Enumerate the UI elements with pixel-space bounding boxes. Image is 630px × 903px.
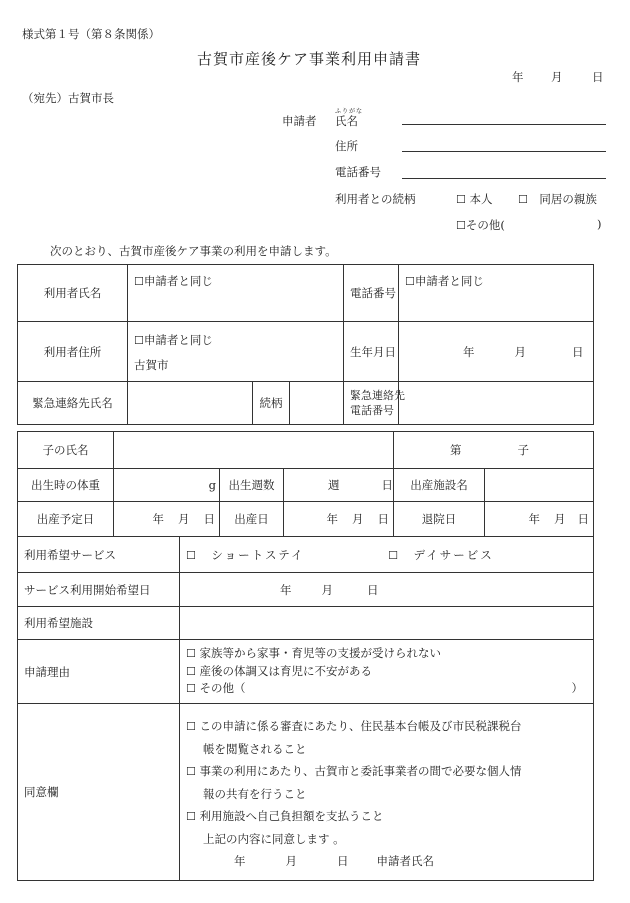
facility-label: 出産施設名 bbox=[394, 469, 485, 502]
user-info-table bbox=[17, 264, 594, 425]
applicant-phone-label: 電話番号 bbox=[335, 165, 381, 179]
reason-item[interactable]: ☐ 産後の体調又は育児に不安がある bbox=[186, 663, 373, 678]
user-name-label: 利用者氏名 bbox=[18, 265, 128, 322]
discharge-label: 退院日 bbox=[394, 502, 485, 537]
header-date-month: 月 bbox=[551, 70, 563, 84]
relation-family-option[interactable]: ☐ 同居の親族 bbox=[518, 192, 597, 206]
user-phone-cell[interactable]: ☐申請者と同じ bbox=[399, 265, 594, 322]
user-address-cell[interactable]: ☐申請者と同じ 古賀市 bbox=[128, 322, 344, 382]
user-name-cell[interactable]: ☐申請者と同じ bbox=[128, 265, 344, 322]
checkbox-icon[interactable]: ☐ bbox=[388, 548, 401, 562]
checkbox-icon[interactable]: ☐ bbox=[456, 193, 466, 206]
birthdate-cell[interactable]: 年 月 日 bbox=[399, 322, 594, 382]
checkbox-icon[interactable]: ☐ bbox=[134, 334, 144, 347]
reason-item[interactable]: ☐ 家族等から家事・育児等の支援が受けられない bbox=[186, 646, 442, 661]
emergency-relation-label: 続柄 bbox=[253, 382, 290, 425]
consent-item-cont: 帳を閲覧されること bbox=[203, 741, 307, 756]
emergency-name-label: 緊急連絡先氏名 bbox=[18, 382, 128, 425]
consent-item[interactable]: ☐ この申請に係る審査にあたり、住民基本台帳及び市民税課税台 bbox=[186, 718, 522, 733]
due-date-cell[interactable]: 年 月 日 bbox=[114, 502, 220, 537]
consent-cell[interactable] bbox=[180, 704, 594, 881]
gest-weeks-cell[interactable]: 週 日 bbox=[284, 469, 394, 502]
emergency-name-cell[interactable] bbox=[128, 382, 253, 425]
service-label: 利用希望サービス bbox=[18, 537, 180, 573]
header-date-day: 日 bbox=[592, 70, 604, 84]
signer-label: 申請者氏名 bbox=[376, 853, 434, 868]
child-order-cell[interactable]: 第 子 bbox=[394, 432, 594, 469]
start-date-cell[interactable]: 年 月 日 bbox=[180, 573, 594, 607]
consent-item[interactable]: ☐ 事業の利用にあたり、古賀市と委託事業者の間で必要な個人情 bbox=[186, 763, 522, 778]
discharge-cell[interactable]: 年 月 日 bbox=[485, 502, 594, 537]
service-day-option[interactable]: ☐ デイサービス bbox=[388, 547, 494, 562]
checkbox-icon[interactable]: ☐ bbox=[186, 548, 198, 562]
applicant-address-field[interactable] bbox=[402, 151, 606, 152]
applicant-address-label: 住所 bbox=[335, 139, 358, 153]
reason-label: 申請理由 bbox=[18, 640, 180, 704]
addressee: （宛先）古賀市長 bbox=[22, 91, 114, 105]
relation-self-option[interactable]: ☐ 本人 bbox=[456, 192, 493, 206]
checkbox-icon[interactable]: ☐ bbox=[186, 664, 196, 678]
intro-text: 次のとおり、古賀市産後ケア事業の利用を申請します。 bbox=[50, 244, 337, 258]
service-options-cell[interactable] bbox=[180, 537, 594, 573]
checkbox-icon[interactable]: ☐ bbox=[456, 219, 466, 232]
relation-other-option[interactable]: ☐その他( bbox=[456, 218, 505, 232]
relation-label: 利用者との続柄 bbox=[335, 192, 416, 206]
birth-weight-cell[interactable]: g bbox=[114, 469, 220, 502]
consent-item[interactable]: ☐ 利用施設へ自己負担額を支払うこと bbox=[186, 808, 384, 823]
checkbox-icon[interactable]: ☐ bbox=[518, 193, 528, 206]
checkbox-icon[interactable]: ☐ bbox=[186, 647, 196, 661]
child-info-table bbox=[17, 431, 594, 881]
birth-date-cell[interactable]: 年 月 日 bbox=[284, 502, 394, 537]
applicant-name-label: ふりがな 氏名 bbox=[335, 108, 364, 128]
applicant-name-field[interactable] bbox=[402, 124, 606, 125]
applicant-label: 申請者 bbox=[282, 114, 317, 128]
applicant-phone-field[interactable] bbox=[402, 178, 606, 179]
city-text: 古賀市 bbox=[134, 358, 169, 372]
birthdate-label: 生年月日 bbox=[344, 322, 399, 382]
birth-date-label: 出産日 bbox=[220, 502, 284, 537]
reason-item[interactable]: ☐ その他（ ） bbox=[186, 681, 583, 696]
desired-facility-cell[interactable] bbox=[180, 607, 594, 640]
checkbox-icon[interactable]: ☐ bbox=[186, 809, 196, 823]
form-number: 様式第１号（第８条関係） bbox=[22, 27, 160, 41]
child-name-label: 子の氏名 bbox=[18, 432, 114, 469]
checkbox-icon[interactable]: ☐ bbox=[186, 764, 196, 778]
relation-other-close: ) bbox=[597, 217, 602, 231]
consent-sign-row[interactable]: 年 月 日 申請者氏名 bbox=[234, 853, 434, 868]
checkbox-icon[interactable]: ☐ bbox=[134, 275, 144, 288]
checkbox-icon[interactable]: ☐ bbox=[186, 719, 196, 733]
emergency-phone-label: 緊急連絡先 電話番号 bbox=[344, 382, 399, 425]
child-name-cell[interactable] bbox=[114, 432, 394, 469]
checkbox-icon[interactable]: ☐ bbox=[186, 682, 196, 696]
checkbox-icon[interactable]: ☐ bbox=[405, 275, 415, 288]
gest-weeks-label: 出生週数 bbox=[220, 469, 284, 502]
reason-cell[interactable] bbox=[180, 640, 594, 704]
facility-cell[interactable] bbox=[485, 469, 594, 502]
name-furigana: ふりがな bbox=[335, 108, 364, 115]
header-date-year: 年 bbox=[512, 70, 524, 84]
consent-agree: 上記の内容に同意します 。 bbox=[203, 831, 345, 846]
emergency-relation-cell[interactable] bbox=[290, 382, 344, 425]
user-address-label: 利用者住所 bbox=[18, 322, 128, 382]
user-phone-label: 電話番号 bbox=[344, 265, 399, 322]
desired-facility-label: 利用希望施設 bbox=[18, 607, 180, 640]
consent-item-cont: 報の共有を行うこと bbox=[203, 786, 307, 801]
consent-label: 同意欄 bbox=[18, 704, 180, 881]
page-title: 古賀市産後ケア事業利用申請書 bbox=[197, 50, 422, 68]
due-date-label: 出産予定日 bbox=[18, 502, 114, 537]
emergency-phone-cell[interactable] bbox=[399, 382, 594, 425]
start-date-label: サービス利用開始希望日 bbox=[18, 573, 180, 607]
birth-weight-label: 出生時の体重 bbox=[18, 469, 114, 502]
service-short-stay-option[interactable]: ☐ ショートステイ bbox=[186, 547, 305, 562]
